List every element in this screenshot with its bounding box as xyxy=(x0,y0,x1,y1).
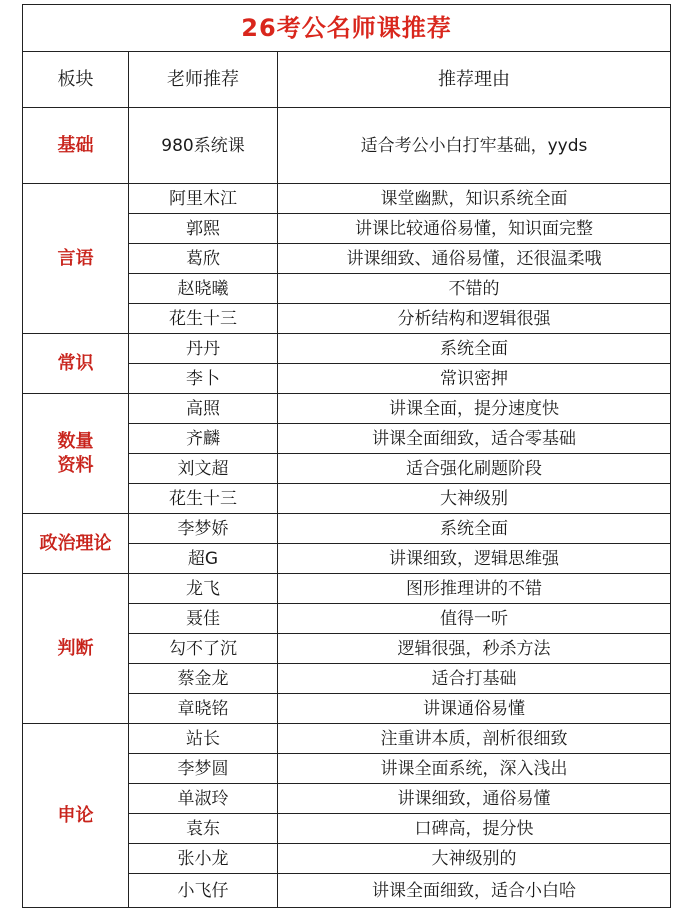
reason-cell: 大神级别 xyxy=(278,484,671,514)
reason-cell: 系统全面 xyxy=(278,334,671,364)
reason-cell: 课堂幽默，知识系统全面 xyxy=(278,184,671,214)
teacher-cell: 高照 xyxy=(129,394,278,424)
reason-cell: 讲课全面细致，适合小白哈 xyxy=(278,874,671,908)
reason-cell: 适合强化刷题阶段 xyxy=(278,454,671,484)
table-row xyxy=(23,334,671,364)
teacher-cell: 阿里木江 xyxy=(129,184,278,214)
teacher-cell: 葛欣 xyxy=(129,244,278,274)
teacher-cell: 齐麟 xyxy=(129,424,278,454)
table-row xyxy=(23,514,671,544)
reason-cell: 逻辑很强，秒杀方法 xyxy=(278,634,671,664)
reason-cell: 分析结构和逻辑很强 xyxy=(278,304,671,334)
reason-cell: 适合打基础 xyxy=(278,664,671,694)
recommendation-sheet xyxy=(22,4,670,914)
reason-cell: 适合考公小白打牢基础，yyds xyxy=(278,108,671,184)
teacher-cell: 站长 xyxy=(129,724,278,754)
reason-cell: 讲课通俗易懂 xyxy=(278,694,671,724)
reason-cell: 讲课细致、通俗易懂，还很温柔哦 xyxy=(278,244,671,274)
teacher-cell: 单淑玲 xyxy=(129,784,278,814)
header-category: 板块 xyxy=(23,52,129,108)
teacher-cell: 小飞仔 xyxy=(129,874,278,908)
table-title: 26考公名师课推荐 xyxy=(23,5,671,52)
teacher-cell: 980系统课 xyxy=(129,108,278,184)
category-cell: 政治理论 xyxy=(23,514,129,574)
header-reason: 推荐理由 xyxy=(278,52,671,108)
reason-cell: 口碑高，提分快 xyxy=(278,814,671,844)
teacher-cell: 花生十三 xyxy=(129,304,278,334)
recommendation-table xyxy=(22,4,671,908)
category-cell: 基础 xyxy=(23,108,129,184)
teacher-cell: 郭熙 xyxy=(129,214,278,244)
reason-cell: 讲课全面，提分速度快 xyxy=(278,394,671,424)
teacher-cell: 丹丹 xyxy=(129,334,278,364)
teacher-cell: 聂佳 xyxy=(129,604,278,634)
category-cell: 言语 xyxy=(23,184,129,334)
table-row xyxy=(23,108,671,184)
table-body xyxy=(23,108,671,908)
teacher-cell: 李卜 xyxy=(129,364,278,394)
header-teacher: 老师推荐 xyxy=(129,52,278,108)
teacher-cell: 超G xyxy=(129,544,278,574)
category-cell: 常识 xyxy=(23,334,129,394)
teacher-cell: 李梦娇 xyxy=(129,514,278,544)
reason-cell: 讲课细致，通俗易懂 xyxy=(278,784,671,814)
teacher-cell: 蔡金龙 xyxy=(129,664,278,694)
reason-cell: 常识密押 xyxy=(278,364,671,394)
teacher-cell: 赵晓曦 xyxy=(129,274,278,304)
reason-cell: 讲课全面细致，适合零基础 xyxy=(278,424,671,454)
teacher-cell: 李梦圆 xyxy=(129,754,278,784)
category-cell: 申论 xyxy=(23,724,129,908)
reason-cell: 讲课全面系统，深入浅出 xyxy=(278,754,671,784)
category-cell: 判断 xyxy=(23,574,129,724)
reason-cell: 图形推理讲的不错 xyxy=(278,574,671,604)
teacher-cell: 龙飞 xyxy=(129,574,278,604)
table-row xyxy=(23,724,671,754)
category-cell xyxy=(23,394,129,514)
header-row xyxy=(23,52,671,108)
table-row xyxy=(23,574,671,604)
teacher-cell: 勾不了沉 xyxy=(129,634,278,664)
reason-cell: 讲课细致，逻辑思维强 xyxy=(278,544,671,574)
reason-cell: 不错的 xyxy=(278,274,671,304)
teacher-cell: 花生十三 xyxy=(129,484,278,514)
category-label-line: 数量 xyxy=(57,430,94,452)
reason-cell: 系统全面 xyxy=(278,514,671,544)
teacher-cell: 袁东 xyxy=(129,814,278,844)
reason-cell: 值得一听 xyxy=(278,604,671,634)
teacher-cell: 章晓铭 xyxy=(129,694,278,724)
category-label-line: 资料 xyxy=(57,454,94,476)
table-row xyxy=(23,184,671,214)
teacher-cell: 张小龙 xyxy=(129,844,278,874)
reason-cell: 注重讲本质，剖析很细致 xyxy=(278,724,671,754)
table-row xyxy=(23,394,671,424)
reason-cell: 大神级别的 xyxy=(278,844,671,874)
reason-cell: 讲课比较通俗易懂，知识面完整 xyxy=(278,214,671,244)
teacher-cell: 刘文超 xyxy=(129,454,278,484)
